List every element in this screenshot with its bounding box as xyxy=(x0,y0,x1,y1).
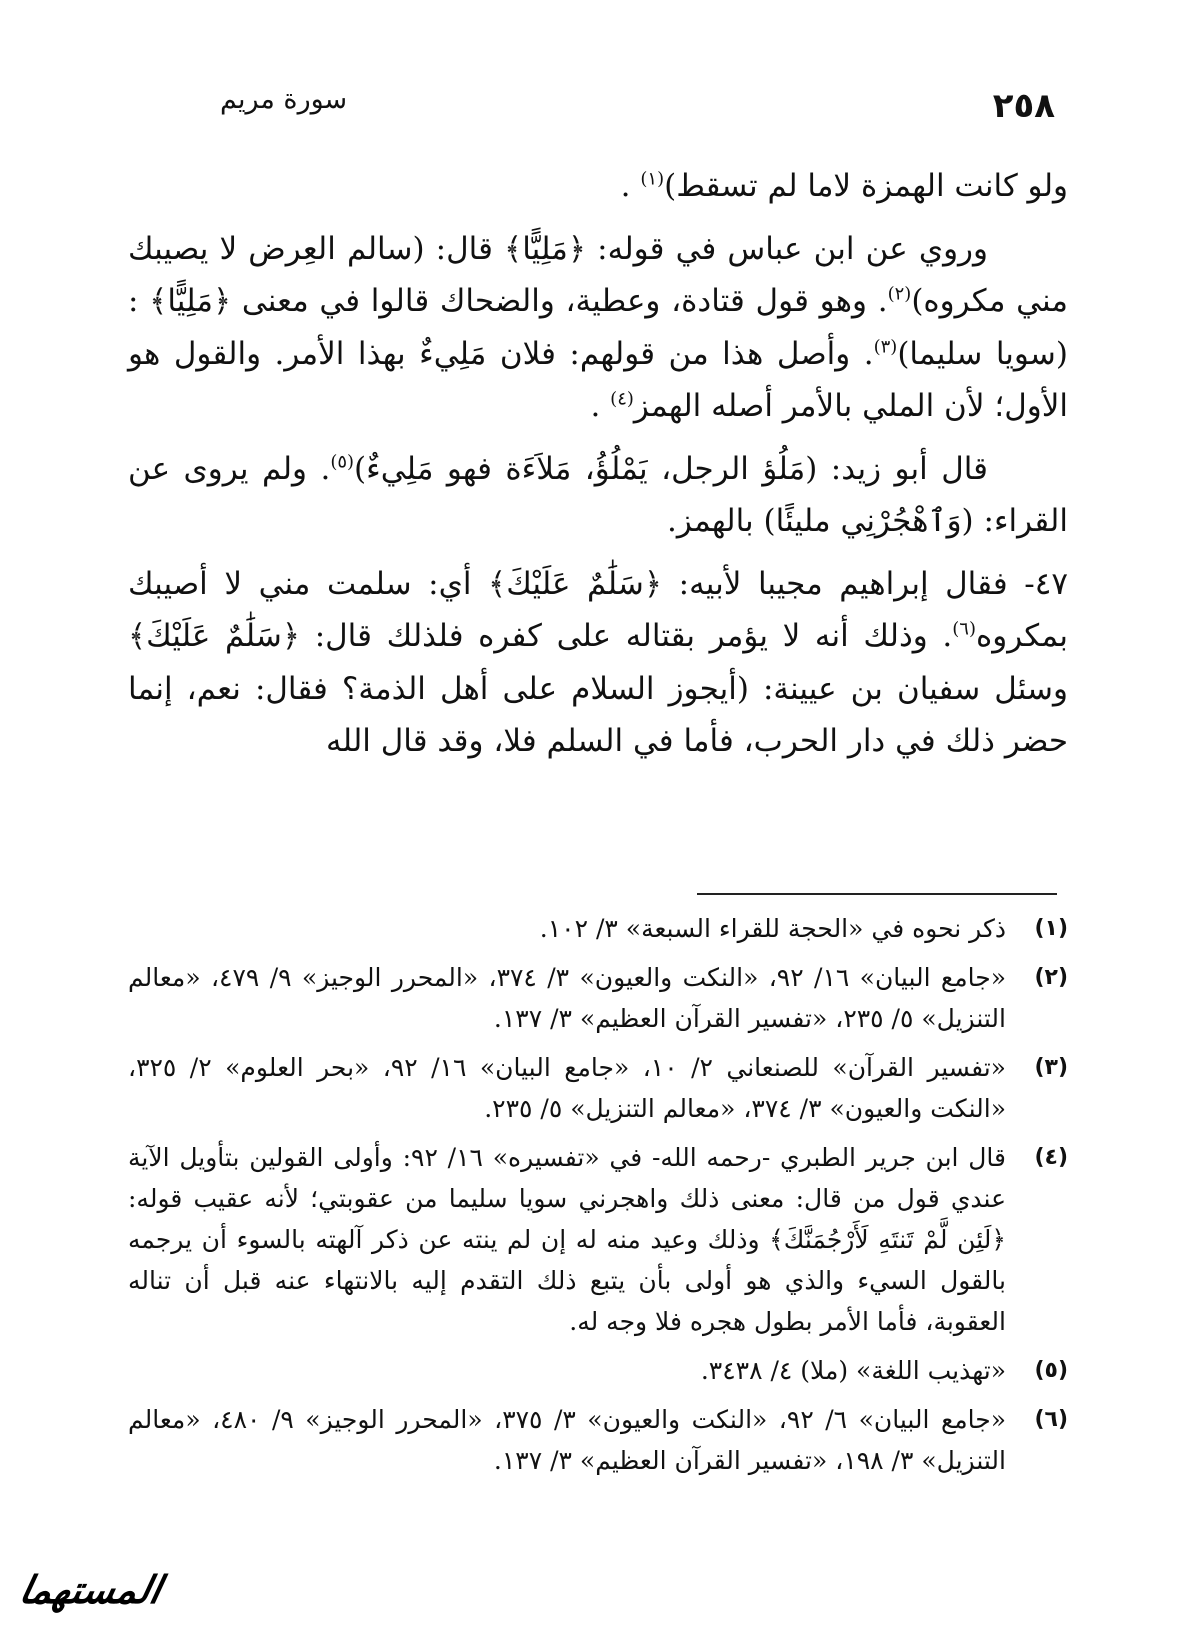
paragraph-3 xyxy=(128,443,1068,548)
footnote-3 xyxy=(128,1047,1068,1129)
surah-title: سورة مريم xyxy=(220,84,348,115)
paragraph-text: قال أبو زيد: (مَلُؤ الرجل، يَمْلُؤُ، مَلاَءَة فهو مَلِيءٌ) xyxy=(354,450,989,487)
paragraph-text: . وذلك أنه لا يؤمر بقتاله على كفره فلذلك قال: ﴿سَلَٰمٌ عَلَيْكَ﴾ وسئل سفيان بن عيينة: (أيجوز السلام على أهل الذمة؟ فقال: نعم، إنما حضر ذلك في دار الحرب، فأما في السلم فلا، وقد قال الله xyxy=(128,618,1068,759)
footnote-number: (٤) xyxy=(1034,1145,1068,1170)
footnote-2 xyxy=(128,957,1068,1039)
footnote-ref-3[interactable]: (٣) xyxy=(873,336,898,358)
footnote-ref-6[interactable]: (٦) xyxy=(952,618,976,640)
footnote-number: (٥) xyxy=(1034,1358,1068,1383)
footnote-ref-2[interactable]: (٢) xyxy=(887,283,912,305)
paragraph-text: . وهو قول قتادة، وعطية، والضحاك قالوا في معنى ﴿مَلِيًّا﴾ : (سويا سليما) xyxy=(128,283,1068,372)
main-text xyxy=(128,160,1068,768)
footnote-separator xyxy=(697,893,1057,895)
paragraph-text: ولو كانت الهمزة لاما لم تسقط) xyxy=(664,168,1068,204)
footnote-ref-1[interactable]: (١) xyxy=(640,168,665,190)
footnote-5 xyxy=(128,1350,1068,1391)
footnote-number: (١) xyxy=(1034,916,1068,941)
paragraph-text: . ولم يروى عن القراء: (وَٱهْجُرْنِي مليئًا) بالهمز. xyxy=(128,450,1068,539)
footnote-6 xyxy=(128,1399,1068,1481)
page-number: ٢٥٨ xyxy=(992,86,1055,126)
paragraph-4 xyxy=(128,558,1068,768)
logo-calligraphy: المستهما xyxy=(15,1567,166,1612)
paragraph-text: وروي عن ابن عباس في قوله: ﴿مَلِيًّا﴾ قال: (سالم العِرض لا يصيبك مني مكروه) xyxy=(128,230,1068,319)
footnote-1 xyxy=(128,908,1068,949)
paragraph-text: . xyxy=(590,388,611,424)
footnote-number: (٦) xyxy=(1034,1407,1068,1432)
footnote-text: ذكر نحوه في «الحجة للقراء السبعة» ٣/ ١٠٢. xyxy=(539,914,1006,943)
footnote-number: (٢) xyxy=(1034,965,1068,990)
footnote-text: «جامع البيان» ١٦/ ٩٢، «النكت والعيون» ٣/ ٣٧٤، «المحرر الوجيز» ٩/ ٤٧٩، «معالم التنزيل» ٥/ ٢٣٥، «تفسير القرآن العظيم» ٣/ ١٣٧. xyxy=(128,963,1006,1033)
footnotes xyxy=(128,908,1068,1489)
footnote-4 xyxy=(128,1137,1068,1342)
paragraph-2 xyxy=(128,223,1068,433)
footnote-text: قال ابن جرير الطبري -رحمه الله- في «تفسيره» ١٦/ ٩٢: وأولى القولين بتأويل الآية عندي قول من قال: معنى ذلك واهجرني سويا سليما من عقوبتي؛ لأنه عقيب قوله: ﴿لَئِن لَّمْ تَنتَهِ لَأَرْجُمَنَّكَ﴾ وذلك وعيد منه له إن لم ينته عن ذكر آلهته بالسوء أن يرجمه بالقول السيء والذي هو أولى بأن يتبع ذلك التقدم إليه بالانتهاء عنه قبل أن تناله العقوبة، فأما الأمر بطول هجره فلا وجه له. xyxy=(128,1143,1006,1336)
paragraph-text: ٤٧- فقال إبراهيم مجيبا لأبيه: ﴿سَلَٰمٌ عَلَيْكَ﴾ أي: سلمت مني لا أصيبك بمكروه xyxy=(128,565,1068,654)
publisher-logo xyxy=(8,1566,173,1638)
paragraph-1 xyxy=(128,160,1068,213)
footnote-number: (٣) xyxy=(1034,1055,1068,1080)
page-header xyxy=(220,80,1055,130)
paragraph-text: . xyxy=(620,168,641,204)
paragraph-text: . وأصل هذا من قولهم: فلان مَلِيءٌ بهذا الأمر. والقول هو الأول؛ لأن الملي بالأمر أصله الهمز xyxy=(128,335,1068,424)
footnote-text: «تهذيب اللغة» (ملا) ٤/ ٣٤٣٨. xyxy=(700,1356,1006,1385)
footnote-text: «جامع البيان» ٦/ ٩٢، «النكت والعيون» ٣/ ٣٧٥، «المحرر الوجيز» ٩/ ٤٨٠، «معالم التنزيل» ٣/ ١٩٨، «تفسير القرآن العظيم» ٣/ ١٣٧. xyxy=(128,1405,1007,1475)
footnote-ref-4[interactable]: (٤) xyxy=(610,388,634,410)
footnote-text: «تفسير القرآن» للصنعاني ٢/ ١٠، «جامع البيان» ١٦/ ٩٢، «بحر العلوم» ٢/ ٣٢٥، «النكت والعيون» ٣/ ٣٧٤، «معالم التنزيل» ٥/ ٢٣٥. xyxy=(128,1053,1006,1123)
footnote-ref-5[interactable]: (٥) xyxy=(330,451,355,473)
